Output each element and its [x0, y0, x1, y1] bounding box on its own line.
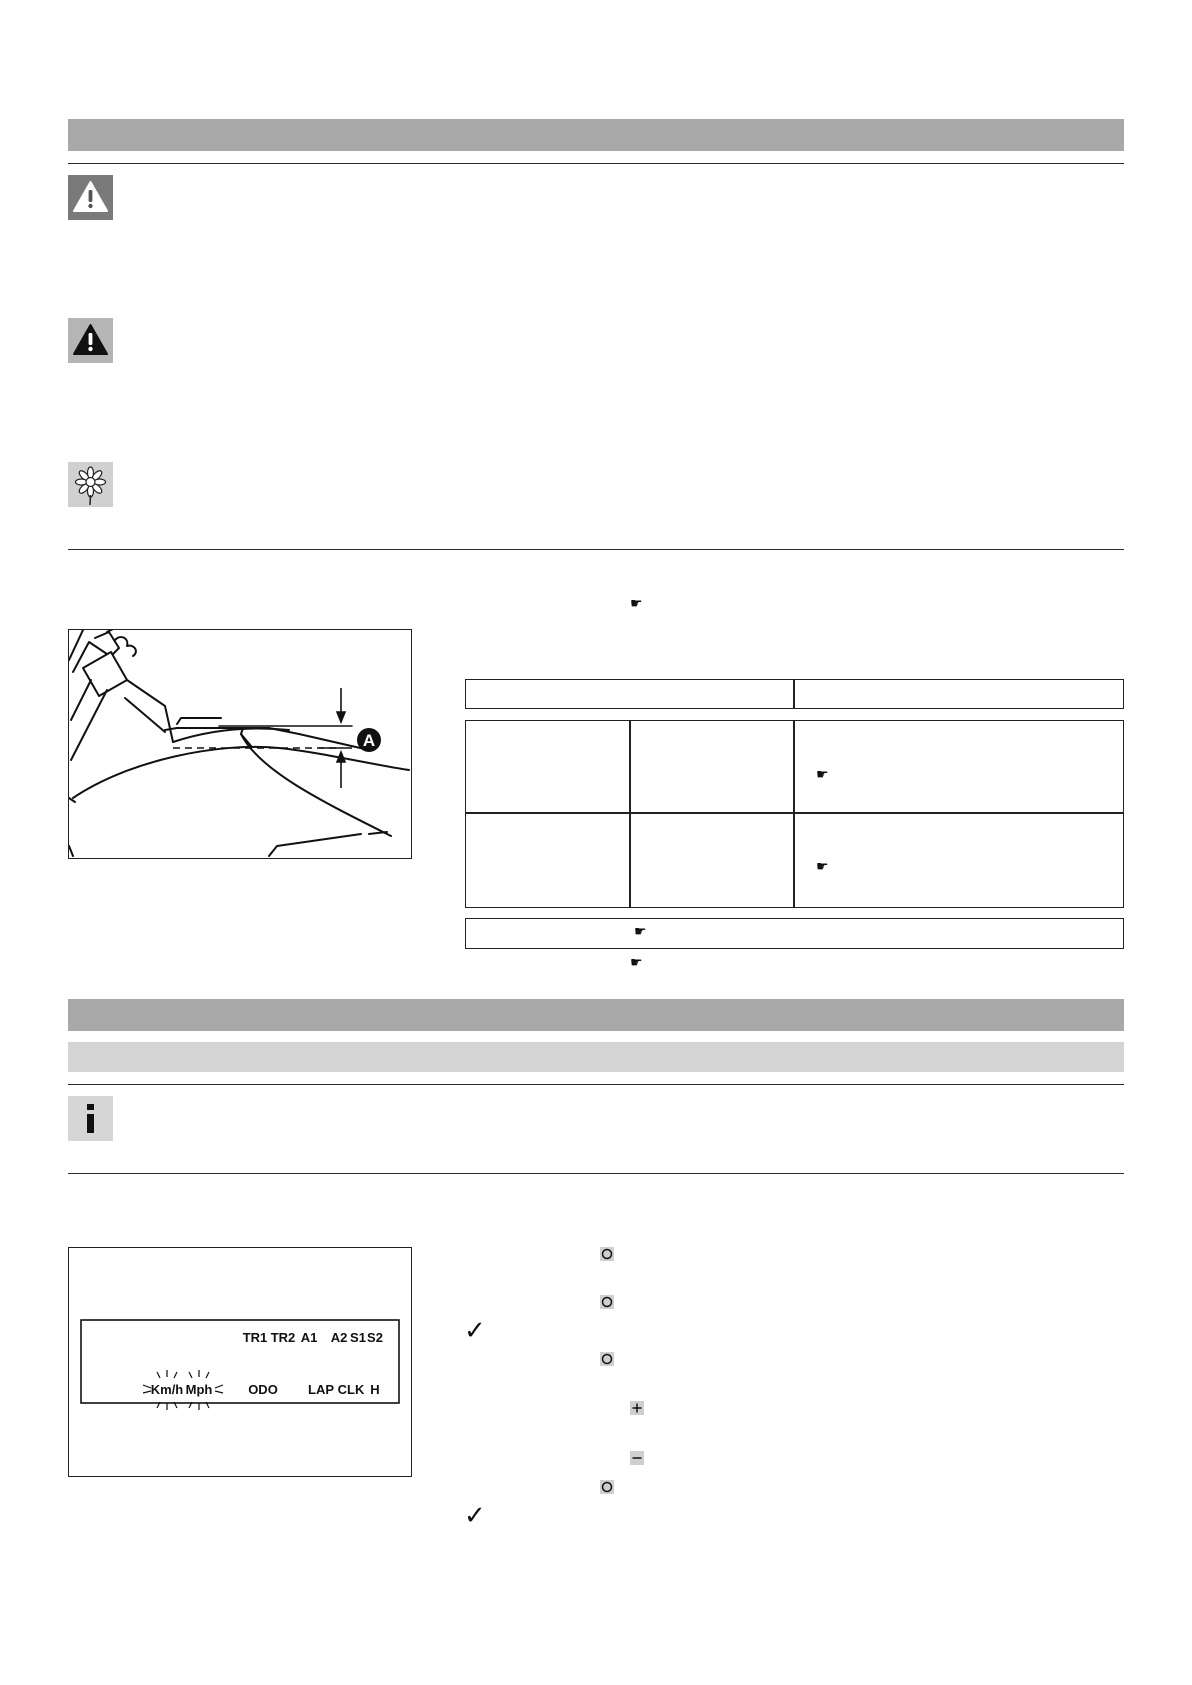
plus-button-icon — [630, 1401, 644, 1415]
table-footer-cell — [465, 918, 1124, 949]
lcd-mph-label: Mph — [185, 1382, 213, 1397]
lcd-a2-label: A2 — [330, 1330, 348, 1345]
lcd-tr2-label: TR2 — [270, 1330, 296, 1345]
table-header-cell-1 — [465, 679, 795, 709]
warning-triangle-black-icon — [68, 318, 113, 363]
pointing-hand-icon: ☛ — [816, 859, 829, 875]
divider-info-top — [68, 1084, 1124, 1085]
lcd-clk-label: CLK — [337, 1382, 365, 1397]
table-row-1-col-2 — [629, 720, 795, 814]
section-header-bar — [68, 119, 1124, 151]
step-1-select-button — [600, 1247, 614, 1261]
checkmark-icon: ✓ — [464, 1501, 486, 1531]
divider-info-bottom — [68, 1173, 1124, 1174]
environment-flower-icon — [68, 462, 113, 507]
dashboard-subheader-bar — [68, 1042, 1124, 1072]
lcd-a1-label: A1 — [300, 1330, 318, 1345]
lcd-s1-label: S1 — [350, 1330, 366, 1345]
minus-button-icon — [630, 1451, 644, 1465]
pointing-hand-icon: ☛ — [816, 767, 829, 783]
step-2-select-button — [600, 1295, 614, 1309]
table-row-1-col-1 — [465, 720, 631, 814]
divider-middle — [68, 549, 1124, 550]
pointing-hand-icon: ☛ — [634, 924, 647, 940]
warning-triangle-white-icon — [68, 175, 113, 220]
lcd-odo-label: ODO — [248, 1382, 278, 1397]
pointing-hand-icon: ☛ — [630, 596, 643, 612]
callout-a-label: A — [362, 731, 376, 750]
table-row-2-col-2 — [629, 812, 795, 908]
table-row-2-col-3 — [793, 812, 1124, 908]
table-row-2-col-1 — [465, 812, 631, 908]
divider-top — [68, 163, 1124, 164]
lcd-display-figure — [68, 1247, 412, 1477]
table-row-1-col-3 — [793, 720, 1124, 814]
dashboard-header-bar — [68, 999, 1124, 1031]
step-4-select-button — [600, 1480, 614, 1494]
step-3-select-button — [600, 1352, 614, 1366]
lcd-h-label: H — [370, 1382, 380, 1397]
pointing-hand-icon: ☛ — [630, 955, 643, 971]
lcd-s2-label: S2 — [367, 1330, 383, 1345]
lcd-tr1-label: TR1 — [242, 1330, 268, 1345]
table-header-cell-2 — [793, 679, 1124, 709]
information-icon — [68, 1096, 113, 1141]
lcd-kmh-label: Km/h — [150, 1382, 184, 1397]
lcd-lap-label: LAP — [308, 1382, 334, 1397]
checkmark-icon: ✓ — [464, 1316, 486, 1346]
headlamp-figure — [68, 629, 412, 859]
